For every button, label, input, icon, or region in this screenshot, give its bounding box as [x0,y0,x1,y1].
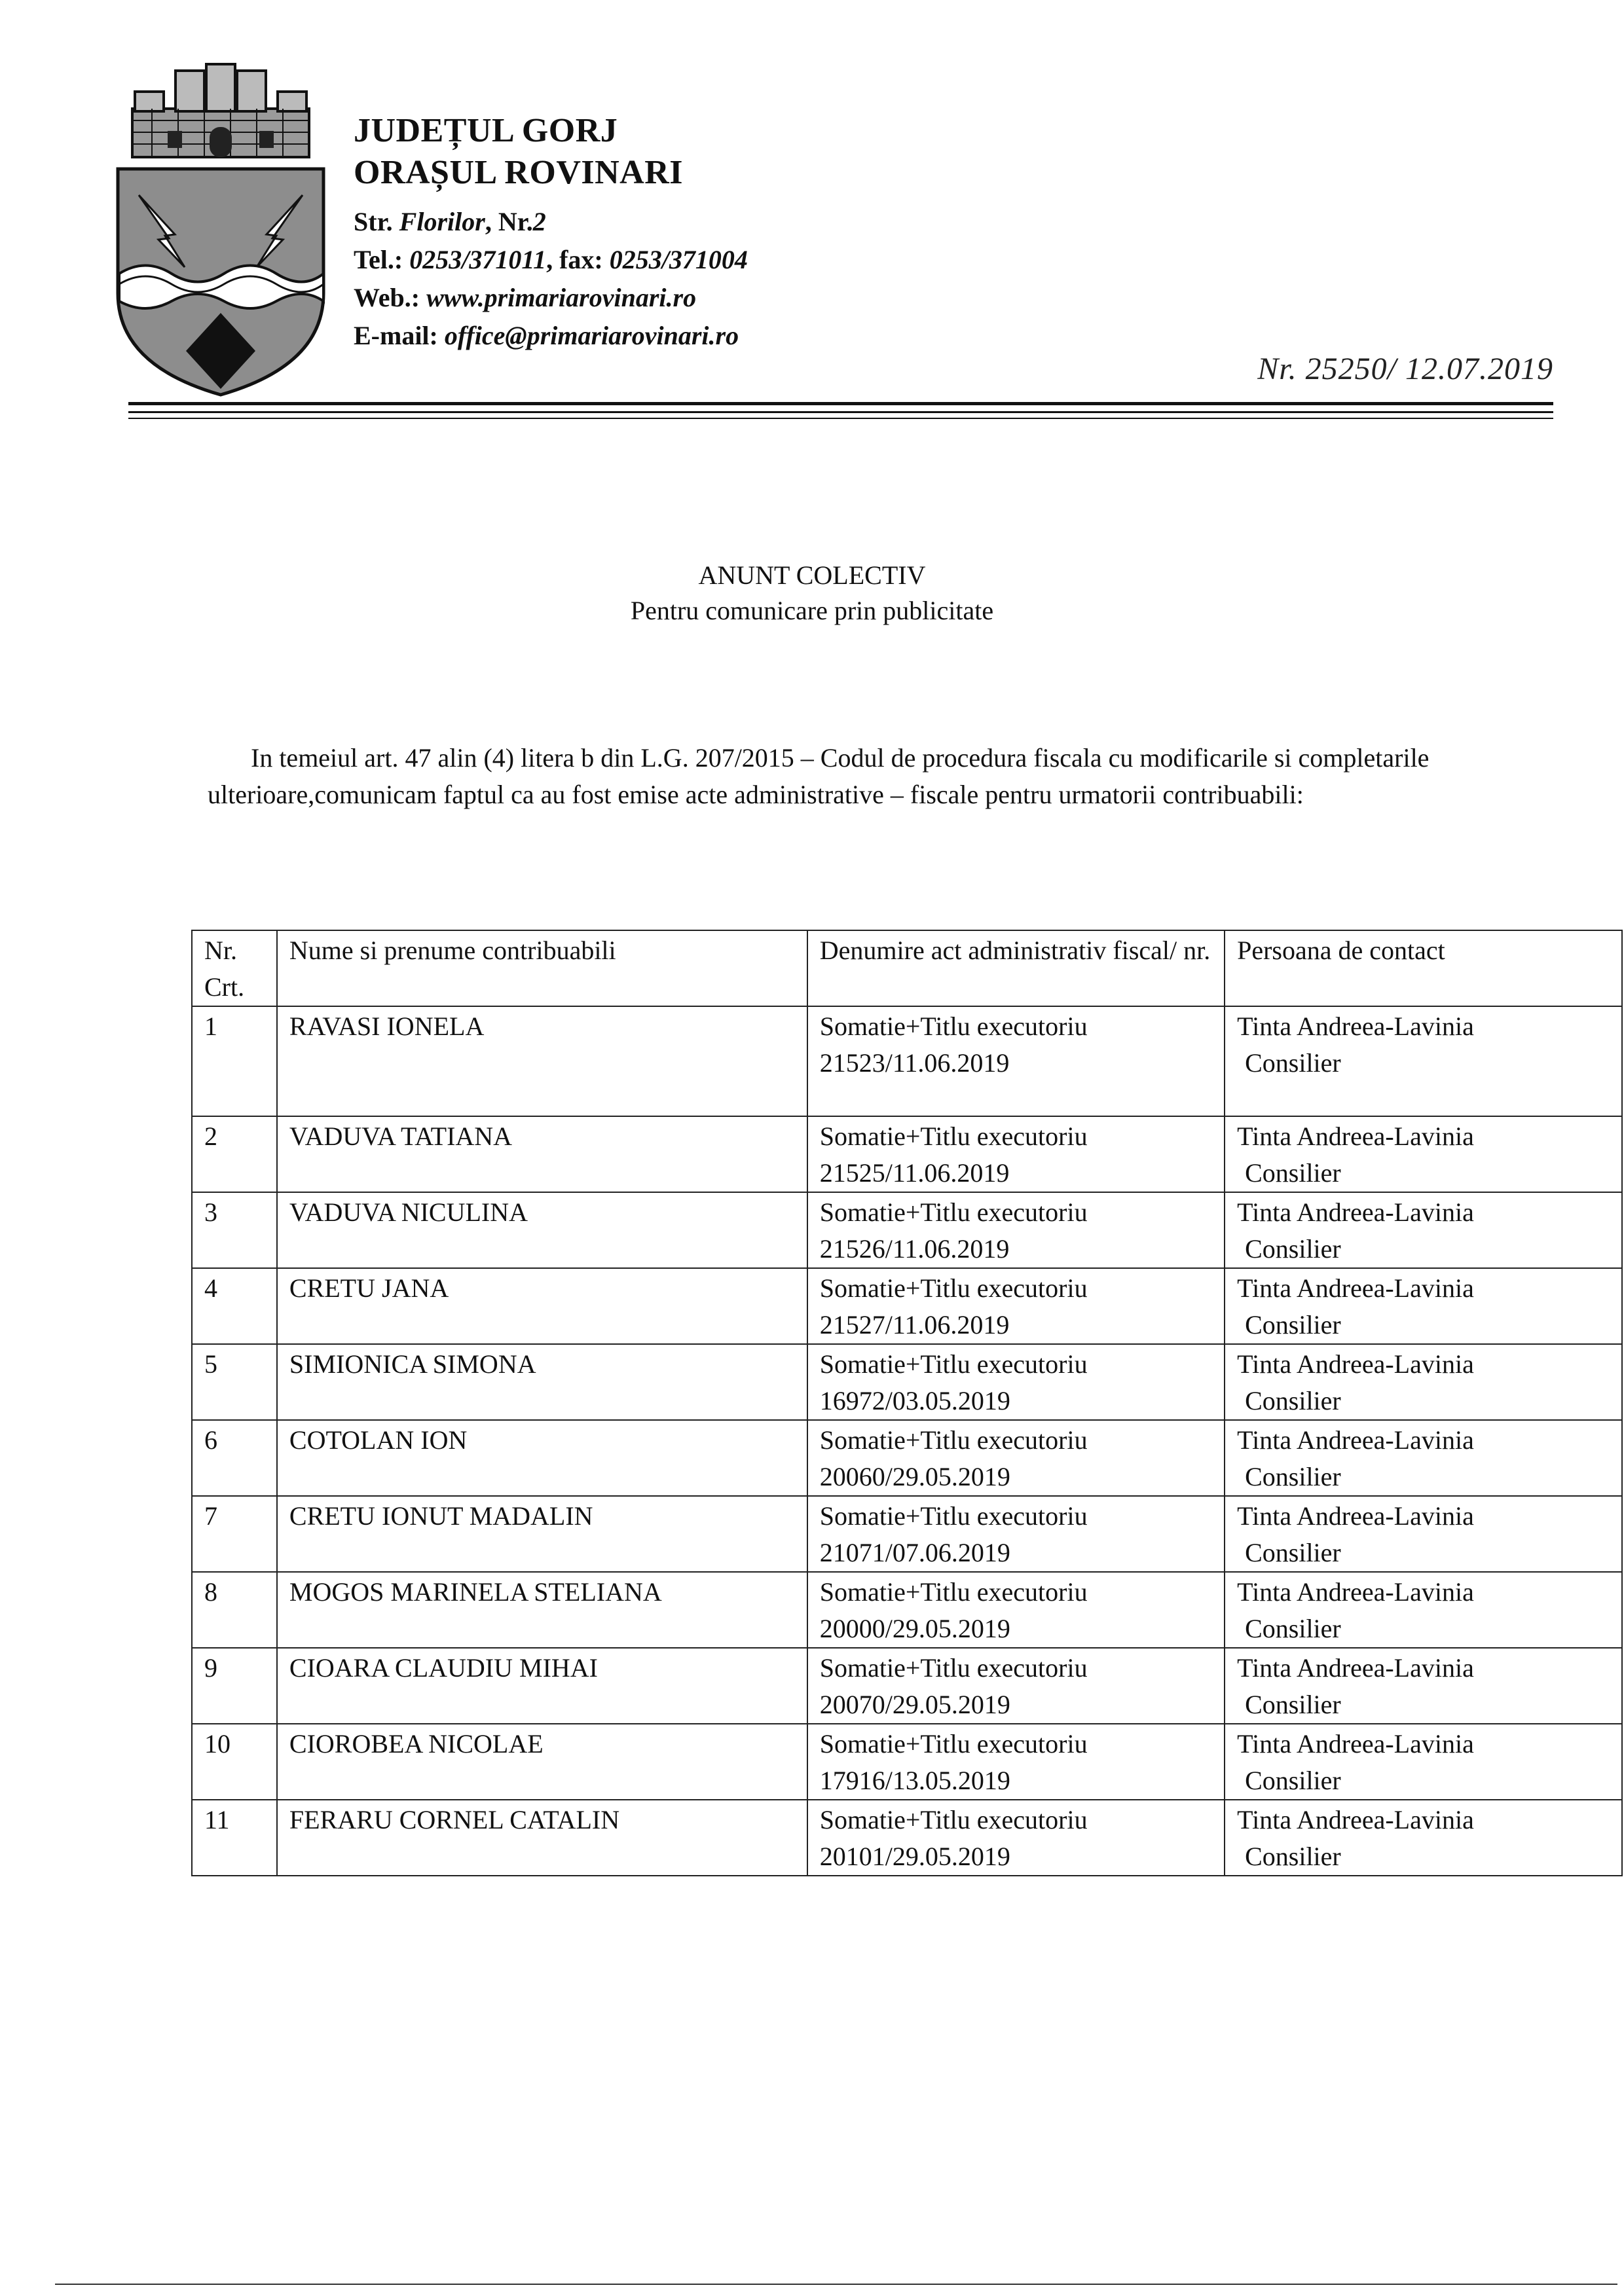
table-row [192,1268,1622,1344]
contributor-name: VADUVA TATIANA [289,1121,513,1151]
row-nr [192,1268,277,1344]
row-nr [192,1724,277,1800]
contact-role: Consilier [1245,1690,1341,1719]
row-name [277,1192,807,1268]
contact-name: Tinta Andreea-Lavinia [1237,1273,1474,1303]
row-name [277,1648,807,1724]
web-line [354,279,748,317]
row-nr-value: 4 [204,1273,217,1303]
row-act [807,1116,1225,1192]
act-type: Somatie+Titlu executoriu [819,1805,1088,1834]
row-contact [1225,1420,1622,1496]
address-line [354,203,748,241]
phone-line [354,241,748,279]
act-type: Somatie+Titlu executoriu [819,1273,1088,1303]
body-text: In temeiul art. 47 alin (4) litera b din L.G. 207/2015 – Codul de procedura fiscala cu modificarile si completarile ulterioare,comunicam faptul ca au fost emise acte administrative – fiscale pentru urmatorii contribuabili: [208,743,1430,809]
act-number: 20000/29.05.2019 [819,1614,1010,1643]
act-number: 21523/11.06.2019 [819,1048,1010,1078]
contributors-table [191,930,1623,1876]
contact-role: Consilier [1245,1766,1341,1795]
announcement-title: ANUNT COLECTIV [698,560,926,590]
act-number: 16972/03.05.2019 [819,1386,1010,1415]
row-nr-value: 7 [204,1501,217,1531]
row-nr [192,1192,277,1268]
row-nr-value: 2 [204,1121,217,1151]
phone-value: 0253/371011 [409,245,547,274]
contact-name: Tinta Andreea-Lavinia [1237,1501,1474,1531]
contributor-name: VADUVA NICULINA [289,1197,528,1227]
act-type: Somatie+Titlu executoriu [819,1425,1088,1455]
row-act [807,1496,1225,1572]
row-nr-value: 11 [204,1805,230,1834]
contact-name: Tinta Andreea-Lavinia [1237,1653,1474,1683]
row-name [277,1420,807,1496]
address-number-label: , Nr. [485,207,533,236]
rovinari-coat-of-arms [113,58,329,398]
phone-label: Tel.: [354,245,403,274]
contact-role: Consilier [1245,1234,1341,1264]
county-name: JUDEȚUL GORJ [354,112,618,149]
table-row [192,1006,1622,1116]
institution-header [354,110,748,355]
row-nr-value: 5 [204,1349,217,1379]
row-contact [1225,1648,1622,1724]
table-header-row [192,930,1622,1006]
row-contact [1225,1572,1622,1648]
row-act [807,1724,1225,1800]
row-contact [1225,1800,1622,1876]
contributor-name: MOGOS MARINELA STELIANA [289,1577,662,1607]
act-number: 17916/13.05.2019 [819,1766,1010,1795]
row-act [807,1572,1225,1648]
address-label: Str. [354,207,393,236]
header-divider [128,418,1553,419]
contributor-name: CIOARA CLAUDIU MIHAI [289,1653,598,1683]
footer-divider [55,2284,1617,2285]
row-name [277,1724,807,1800]
act-type: Somatie+Titlu executoriu [819,1197,1088,1227]
contributor-name: RAVASI IONELA [289,1011,485,1041]
act-number: 21526/11.06.2019 [819,1234,1010,1264]
header-divider [128,411,1553,413]
act-type: Somatie+Titlu executoriu [819,1349,1088,1379]
header-act: Denumire act administrativ fiscal/ nr. [807,930,1225,1006]
web-label: Web.: [354,283,420,312]
row-contact [1225,1496,1622,1572]
act-type: Somatie+Titlu executoriu [819,1121,1088,1151]
row-name [277,1572,807,1648]
contributor-name: CIOROBEA NICOLAE [289,1729,544,1758]
row-contact [1225,1116,1622,1192]
act-number: 21071/07.06.2019 [819,1538,1010,1567]
table-row [192,1344,1622,1420]
fax-value: 0253/371004 [609,245,748,274]
row-name [277,1800,807,1876]
header-divider [128,402,1553,405]
contact-role: Consilier [1245,1158,1341,1188]
contact-name: Tinta Andreea-Lavinia [1237,1805,1474,1834]
contact-role: Consilier [1245,1310,1341,1339]
act-number: 20060/29.05.2019 [819,1462,1010,1491]
table-row [192,1572,1622,1648]
act-type: Somatie+Titlu executoriu [819,1011,1088,1041]
contributor-name: SIMIONICA SIMONA [289,1349,536,1379]
address-value: Florilor [399,207,485,236]
contact-name: Tinta Andreea-Lavinia [1237,1121,1474,1151]
header-contact: Persoana de contact [1225,930,1622,1006]
header-nr: Nr. Crt. [192,930,277,1006]
table-row [192,1116,1622,1192]
email-value: office@primariarovinari.ro [444,321,739,350]
row-nr [192,1006,277,1116]
row-nr-value: 9 [204,1653,217,1683]
row-nr [192,1420,277,1496]
row-nr [192,1572,277,1648]
row-nr [192,1496,277,1572]
row-nr [192,1648,277,1724]
table-row [192,1648,1622,1724]
act-number: 20070/29.05.2019 [819,1690,1010,1719]
row-act [807,1648,1225,1724]
row-nr [192,1800,277,1876]
row-act [807,1268,1225,1344]
row-act [807,1800,1225,1876]
act-number: 21527/11.06.2019 [819,1310,1010,1339]
contact-role: Consilier [1245,1462,1341,1491]
table-row [192,1800,1622,1876]
contact-role: Consilier [1245,1538,1341,1567]
row-nr-value: 6 [204,1425,217,1455]
contact-role: Consilier [1245,1048,1341,1078]
contact-name: Tinta Andreea-Lavinia [1237,1577,1474,1607]
contact-name: Tinta Andreea-Lavinia [1237,1729,1474,1758]
web-value: www.primariarovinari.ro [426,283,697,312]
contact-role: Consilier [1245,1614,1341,1643]
row-act [807,1006,1225,1116]
row-name [277,1496,807,1572]
fax-label: , fax: [546,245,603,274]
announcement-title-block [0,558,1624,629]
announcement-body [208,740,1491,813]
contact-name: Tinta Andreea-Lavinia [1237,1011,1474,1041]
announcement-subtitle: Pentru comunicare prin publicitate [630,596,994,625]
document-number: Nr. 25250/ 12.07.2019 [1257,352,1553,386]
row-contact [1225,1724,1622,1800]
act-type: Somatie+Titlu executoriu [819,1577,1088,1607]
header-name: Nume si prenume contribuabili [277,930,807,1006]
contact-role: Consilier [1245,1386,1341,1415]
table-row [192,1192,1622,1268]
table-row [192,1496,1622,1572]
contact-name: Tinta Andreea-Lavinia [1237,1349,1474,1379]
row-nr-value: 10 [204,1729,231,1758]
row-name [277,1116,807,1192]
contributor-name: CRETU IONUT MADALIN [289,1501,593,1531]
row-contact [1225,1344,1622,1420]
act-type: Somatie+Titlu executoriu [819,1501,1088,1531]
contact-role: Consilier [1245,1842,1341,1871]
row-contact [1225,1192,1622,1268]
town-name: ORAȘUL ROVINARI [354,154,684,191]
row-name [277,1268,807,1344]
email-line [354,317,748,355]
contributor-name: COTOLAN ION [289,1425,468,1455]
row-contact [1225,1268,1622,1344]
contact-name: Tinta Andreea-Lavinia [1237,1425,1474,1455]
address-number-value: 2 [532,207,546,236]
table-row [192,1724,1622,1800]
act-number: 21525/11.06.2019 [819,1158,1010,1188]
contributor-name: FERARU CORNEL CATALIN [289,1805,620,1834]
act-number: 20101/29.05.2019 [819,1842,1010,1871]
mural-crown-icon [132,64,309,157]
row-nr-value: 3 [204,1197,217,1227]
table-row [192,1420,1622,1496]
row-act [807,1344,1225,1420]
row-act [807,1420,1225,1496]
row-contact [1225,1006,1622,1116]
row-nr-value: 8 [204,1577,217,1607]
row-act [807,1192,1225,1268]
act-type: Somatie+Titlu executoriu [819,1653,1088,1683]
email-label: E-mail: [354,321,438,350]
row-nr [192,1116,277,1192]
contact-name: Tinta Andreea-Lavinia [1237,1197,1474,1227]
row-nr-value: 1 [204,1011,217,1041]
contributor-name: CRETU JANA [289,1273,449,1303]
row-name [277,1344,807,1420]
row-nr [192,1344,277,1420]
row-name [277,1006,807,1116]
act-type: Somatie+Titlu executoriu [819,1729,1088,1758]
